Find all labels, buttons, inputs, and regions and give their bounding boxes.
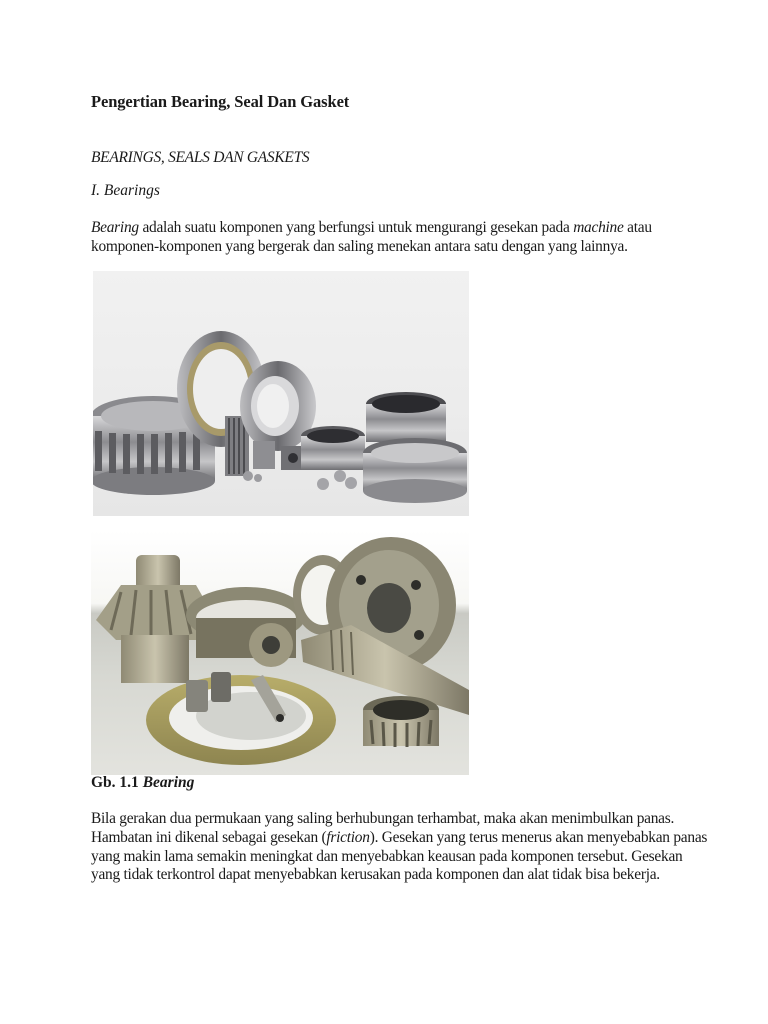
paragraph-text: Bila gerakan dua permukaan yang saling berhubungan terhambat, maka akan menimbulkan panas. Hambatan ini dikenal sebagai gesekan ( (91, 810, 675, 846)
caption-label: Gb. 1.1 (91, 774, 143, 791)
friction-paragraph (91, 810, 711, 885)
intro-paragraph (91, 219, 711, 257)
figure-caption (91, 774, 194, 792)
paragraph-text: ). Gesekan yang terus menerus akan menyebabkan panas yang makin lama semakin meningkat dan menyebabkan keausan pada komponen tersebut. Gesekan yang tidak terkontrol dapat menyebabkan kerusakan pada komponen dan alat tidak bisa bekerja. (91, 828, 708, 884)
document-subtitle: BEARINGS, SEALS DAN GASKETS (91, 149, 310, 166)
paragraph-text: adalah suatu komponen yang berfungsi untuk mengurangi gesekan pada (138, 219, 574, 236)
bearings-photo (93, 271, 469, 516)
paragraph-text: atau komponen-komponen yang bergerak dan saling menekan antara satu dengan yang lainnya. (91, 219, 652, 255)
term-friction: friction (326, 828, 370, 846)
term-bearing: Bearing (91, 219, 139, 236)
term-machine: machine (573, 219, 624, 236)
page-title: Pengertian Bearing, Seal Dan Gasket (91, 92, 350, 111)
caption-term: Bearing (142, 774, 195, 791)
gears-bearings-photo (91, 530, 469, 775)
section-heading: I. Bearings (91, 182, 160, 199)
